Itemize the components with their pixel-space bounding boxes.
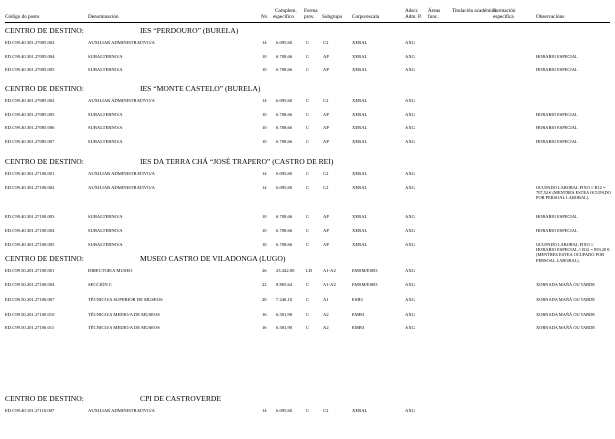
cell-subgrupo: C2	[323, 408, 329, 413]
cell-adscripcion: AXG	[405, 268, 415, 273]
cell-subgrupo: AP	[323, 125, 329, 130]
cell-corpo: XERAL	[352, 185, 368, 190]
cell-corpo: XERAL	[352, 242, 368, 247]
cell-corpo: XERAL	[352, 408, 368, 413]
col-header-titulacion: Titulación académica	[452, 8, 497, 14]
cell-forma: C	[306, 242, 310, 247]
section-title: IES “PERDOURO” (BURELA)	[140, 26, 239, 35]
cell-nivel: 14	[262, 185, 267, 190]
cell-subgrupo: A1-A2	[323, 282, 336, 287]
cell-corpo: XERAL	[352, 40, 368, 45]
cell-subgrupo: AP	[323, 214, 329, 219]
cell-complemento: 6.708,66	[276, 242, 293, 247]
cell-forma: C	[306, 325, 310, 330]
cell-corpo: XERAL	[352, 125, 368, 130]
cell-nivel: 14	[262, 98, 267, 103]
cell-nivel: 10	[262, 214, 267, 219]
cell-denominacion: SUBALTERNO/A	[88, 67, 123, 72]
cell-adscripcion: AXG	[405, 112, 415, 117]
cell-denominacion: SUBALTERNO/A	[88, 125, 123, 130]
cell-denominacion: SECCIÓN C	[88, 282, 112, 287]
cell-complemento: 23.442,00	[276, 268, 295, 273]
cell-nivel: 22	[262, 282, 267, 287]
cell-adscripcion: AXG	[405, 139, 415, 144]
cell-subgrupo: C2	[323, 98, 329, 103]
cell-codigo: ED.C99.40.301.27085.005	[5, 112, 55, 117]
cell-complemento: 6.095,60	[276, 408, 293, 413]
cell-forma: C	[306, 282, 310, 287]
col-header-forma: Forma	[304, 8, 318, 14]
cell-forma: C	[306, 214, 310, 219]
cell-subgrupo: AP	[323, 67, 329, 72]
col-header-nivel: Nv.	[261, 14, 269, 20]
cell-observacions: XORNADA MAÑÁ OU TARDE	[536, 282, 595, 287]
section-label: CENTRO DE DESTINO:	[5, 84, 84, 93]
cell-corpo: EMB3	[352, 325, 365, 330]
cell-adscripcion: AXG	[405, 408, 415, 413]
cell-observacions: HORARIO ESPECIAL	[536, 112, 578, 117]
cell-adscripcion: AXG	[405, 325, 415, 330]
section-title: MUSEO CASTRO DE VILADONGA (LUGO)	[140, 254, 286, 263]
col-header-complemento-2: específico	[273, 14, 295, 20]
cell-adscripcion: AXG	[405, 242, 415, 247]
cell-codigo: ED.C99.50.201.27100.001	[5, 268, 55, 273]
cell-complemento: 6.095,60	[276, 98, 293, 103]
section-title: IES DA TERRA CHÁ “JOSÉ TRAPERO” (CASTRO DE REI)	[140, 157, 334, 166]
cell-codigo: ED.C99.40.301.27085.007	[5, 139, 55, 144]
cell-subgrupo: AP	[323, 112, 329, 117]
col-header-formacion: Formación	[493, 8, 516, 14]
cell-forma: C	[306, 297, 310, 302]
col-header-denominacion: Denominación	[88, 14, 119, 20]
col-header-forma-2: prov.	[304, 14, 315, 20]
col-header-codigo: Código do posto	[5, 14, 40, 20]
cell-denominacion: DIRECTOR/A MUSEO	[88, 268, 133, 273]
cell-codigo: ED.C99.50.201.27100.011	[5, 325, 55, 330]
divider	[5, 22, 610, 23]
cell-corpo: XERAL	[352, 228, 368, 233]
cell-complemento: 8.865,64	[276, 282, 293, 287]
cell-corpo: EMSM/ESB3	[352, 282, 378, 287]
col-header-observacions: Observacións	[536, 14, 565, 20]
cell-corpo: XERAL	[352, 214, 368, 219]
cell-subgrupo: A2	[323, 312, 329, 317]
cell-observacions: OCUPADO LABORAL FIXO // HORARIO ESPECIAL // B12 = 859,20 € (MENTRES ESTEA OCUPADO POR PERSOAL LABORAL).	[536, 242, 610, 263]
section-label: CENTRO DE DESTINO:	[5, 157, 84, 166]
cell-forma: C	[306, 67, 310, 72]
cell-corpo: XERAL	[352, 139, 368, 144]
cell-adscripcion: AXG	[405, 228, 415, 233]
cell-adscripcion: AXG	[405, 125, 415, 130]
cell-codigo: ED.C99.40.301.27100.005	[5, 242, 55, 247]
cell-nivel: 10	[262, 228, 267, 233]
cell-codigo: ED.C99.40.301.27100.002	[5, 185, 55, 190]
cell-adscripcion: AXG	[405, 98, 415, 103]
cell-codigo: ED.C99.40.301.27085.002	[5, 98, 55, 103]
cell-codigo: ED.C99.40.301.27005.002	[5, 40, 55, 45]
cell-adscripcion: AXG	[405, 297, 415, 302]
cell-denominacion: TÉCNICO/A SUPERIOR DE MUSEOS	[88, 297, 163, 302]
cell-corpo: ESB3	[352, 297, 363, 302]
cell-complemento: 6.581,90	[276, 325, 293, 330]
cell-complemento: 6.708,66	[276, 67, 293, 72]
cell-nivel: 14	[262, 40, 267, 45]
section-label: CENTRO DE DESTINO:	[5, 254, 84, 263]
cell-observacions: HORARIO ESPECIAL	[536, 139, 578, 144]
cell-denominacion: AUXILIAR ADMINISTRATIVO/A	[88, 40, 155, 45]
cell-nivel: 14	[262, 408, 267, 413]
cell-subgrupo: C2	[323, 40, 329, 45]
cell-forma: C	[306, 312, 310, 317]
cell-complemento: 6.708,66	[276, 228, 293, 233]
cell-forma: C	[306, 171, 310, 176]
cell-complemento: 6.708,66	[276, 139, 293, 144]
col-header-areas: Áreas	[428, 8, 441, 14]
cell-forma: C	[306, 228, 310, 233]
cell-adscripcion: AXG	[405, 214, 415, 219]
col-header-adscr-2: Adm. P.	[405, 14, 422, 20]
cell-forma: C	[306, 185, 310, 190]
col-header-subgrupo: Subgrupo	[322, 14, 343, 20]
cell-adscripcion: AXG	[405, 54, 415, 59]
cell-subgrupo: AP	[323, 54, 329, 59]
col-header-corpo: Corpo/escala	[352, 14, 380, 20]
cell-codigo: ED.C99.50.201.27100.004	[5, 282, 55, 287]
cell-nivel: 10	[262, 54, 267, 59]
cell-denominacion: TÉCNICO/A MEDIO/A DE MUSEOS	[88, 325, 160, 330]
cell-forma: C	[306, 54, 310, 59]
cell-nivel: 10	[262, 67, 267, 72]
cell-adscripcion: AXG	[405, 312, 415, 317]
cell-complemento: 7.240,10	[276, 297, 293, 302]
cell-codigo: ED.C99.50.201.27100.010	[5, 312, 55, 317]
cell-observacions: XORNADA MAÑÁ OU TARDE	[536, 312, 595, 317]
cell-codigo: ED.C99.40.301.27100.003	[5, 214, 55, 219]
cell-denominacion: AUXILIAR ADMINISTRATIVO/A	[88, 171, 155, 176]
cell-complemento: 6.095,60	[276, 40, 293, 45]
cell-nivel: 16	[262, 312, 267, 317]
cell-subgrupo: C2	[323, 185, 329, 190]
cell-subgrupo: A2	[323, 325, 329, 330]
cell-nivel: 10	[262, 125, 267, 130]
cell-denominacion: AUXILIAR ADMINISTRATIVO/A	[88, 408, 155, 413]
col-header-areas-2: func.	[428, 14, 439, 20]
cell-codigo: ED.C99.40.301.27100.004	[5, 228, 55, 233]
cell-complemento: 6.581,90	[276, 312, 293, 317]
section-title: CPI DE CASTROVERDE	[140, 394, 222, 403]
cell-subgrupo: A1-A2	[323, 268, 336, 273]
cell-subgrupo: C2	[323, 171, 329, 176]
cell-denominacion: SUBALTERNO/A	[88, 112, 123, 117]
cell-subgrupo: AP	[323, 242, 329, 247]
cell-corpo: XERAL	[352, 54, 368, 59]
cell-codigo: ED.C99.40.301.27005.004	[5, 54, 55, 59]
section-label: CENTRO DE DESTINO:	[5, 394, 84, 403]
cell-nivel: 10	[262, 139, 267, 144]
cell-nivel: 10	[262, 242, 267, 247]
cell-forma: C	[306, 40, 310, 45]
cell-adscripcion: AXG	[405, 40, 415, 45]
cell-adscripcion: AXG	[405, 67, 415, 72]
cell-forma: C	[306, 125, 310, 130]
cell-nivel: 14	[262, 171, 267, 176]
cell-corpo: XERAL	[352, 98, 368, 103]
cell-forma: C	[306, 408, 310, 413]
col-header-adscr: Adscr.	[405, 8, 419, 14]
cell-denominacion: SUBALTERNO/A	[88, 139, 123, 144]
cell-observacions: HORARIO ESPECIAL	[536, 214, 578, 219]
cell-adscripcion: AXG	[405, 185, 415, 190]
cell-observacions: HORARIO ESPECIAL	[536, 67, 578, 72]
cell-subgrupo: AP	[323, 228, 329, 233]
cell-adscripcion: AXG	[405, 282, 415, 287]
cell-observacions: XORNADA MAÑÁ OU TARDE	[536, 297, 595, 302]
cell-observacions: HORARIO ESPECIAL	[536, 125, 578, 130]
cell-nivel: 20	[262, 297, 267, 302]
cell-codigo: ED.C99.40.301.27005.005	[5, 67, 55, 72]
cell-denominacion: AUXILIAR ADMINISTRATIVO/A	[88, 185, 155, 190]
cell-forma: LD	[306, 268, 313, 273]
cell-denominacion: SUBALTERNO/A	[88, 214, 123, 219]
cell-denominacion: AUXILIAR ADMINISTRATIVO/A	[88, 98, 155, 103]
cell-codigo: ED.C99.50.201.27100.007	[5, 297, 55, 302]
cell-corpo: XERAL	[352, 112, 368, 117]
cell-complemento: 6.708,66	[276, 112, 293, 117]
cell-complemento: 6.095,60	[276, 185, 293, 190]
cell-observacions: XORNADA MAÑÁ OU TARDE	[536, 325, 595, 330]
cell-subgrupo: AP	[323, 139, 329, 144]
cell-codigo: ED.C99.40.101.27110.007	[5, 408, 55, 413]
cell-codigo: ED.C99.40.301.27085.006	[5, 125, 55, 130]
cell-forma: C	[306, 112, 310, 117]
cell-denominacion: TÉCNICO/A MEDIO/A DE MUSEOS	[88, 312, 160, 317]
cell-observacions: OCUPADO LABORAL FIXO // B12 = 707,52 € (MENTRES ESTEA OCUPADO POR PERSOAL LABORAL).	[536, 185, 611, 201]
cell-denominacion: SUBALTERNO/A	[88, 54, 123, 59]
cell-subgrupo: A1	[323, 297, 329, 302]
cell-corpo: EMB3	[352, 312, 365, 317]
section-title: IES “MONTE CASTELO” (BURELA)	[140, 84, 261, 93]
cell-nivel: 16	[262, 325, 267, 330]
cell-denominacion: SUBALTERNO/A	[88, 228, 123, 233]
col-header-formacion-2: específica	[493, 14, 514, 20]
cell-observacions: HORARIO ESPECIAL	[536, 228, 578, 233]
section-label: CENTRO DE DESTINO:	[5, 26, 84, 35]
cell-nivel: 26	[262, 268, 267, 273]
cell-complemento: 6.095,60	[276, 171, 293, 176]
cell-adscripcion: AXG	[405, 171, 415, 176]
cell-nivel: 10	[262, 112, 267, 117]
cell-codigo: ED.C99.40.301.27100.001	[5, 171, 55, 176]
cell-denominacion: SUBALTERNO/A	[88, 242, 123, 247]
cell-forma: C	[306, 139, 310, 144]
cell-complemento: 6.708,66	[276, 125, 293, 130]
cell-complemento: 6.708,66	[276, 54, 293, 59]
cell-complemento: 6.708,66	[276, 214, 293, 219]
cell-corpo: XERAL	[352, 171, 368, 176]
cell-observacions: HORARIO ESPECIAL	[536, 54, 578, 59]
col-header-complemento: Complem.	[275, 8, 297, 14]
cell-corpo: XERAL	[352, 67, 368, 72]
cell-forma: C	[306, 98, 310, 103]
cell-corpo: EMSM/ESB3	[352, 268, 378, 273]
